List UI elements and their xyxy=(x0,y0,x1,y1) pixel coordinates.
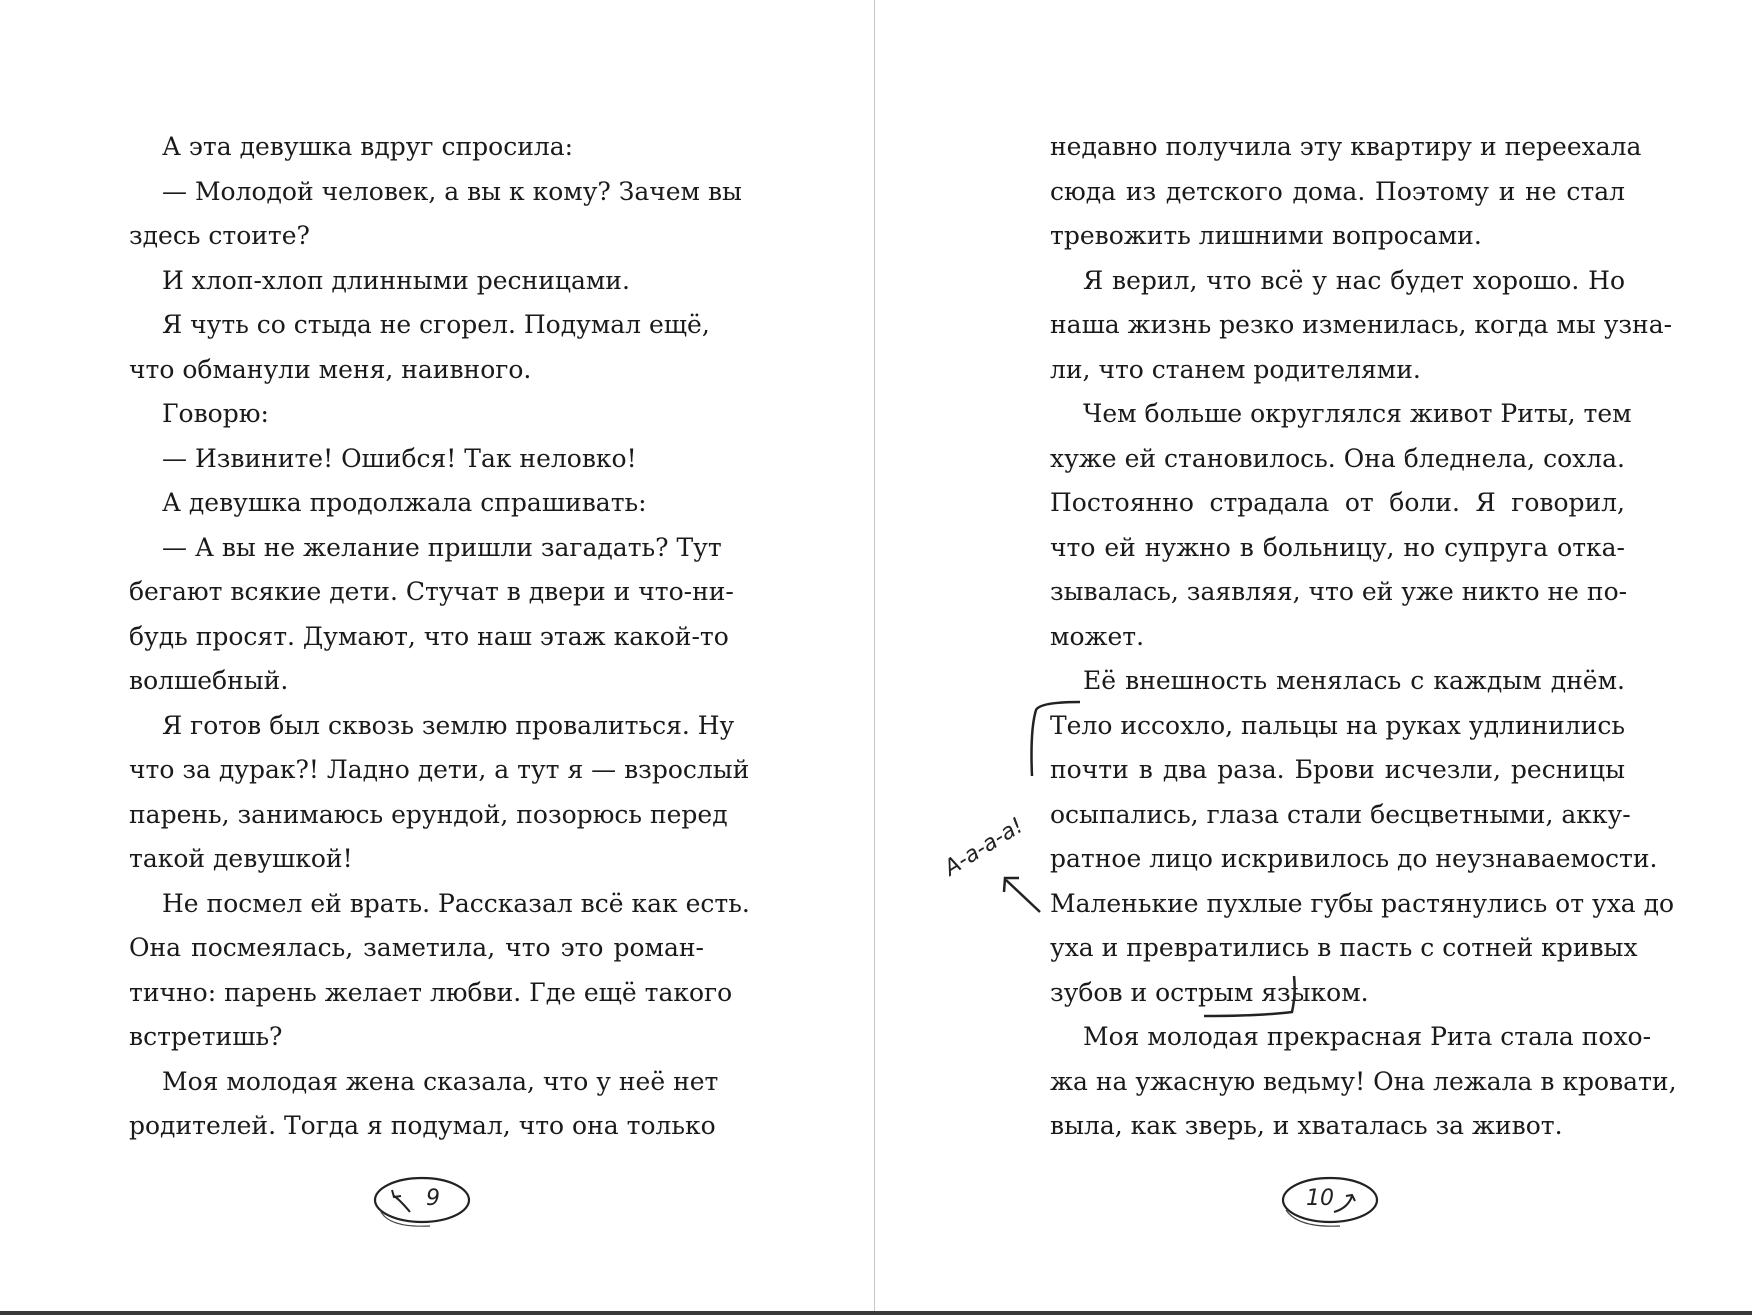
text-line: Она посмеялась, заметила, что это роман- xyxy=(129,933,704,962)
page-number-left: 9 xyxy=(426,1186,440,1211)
text-line: ли, что станем родителями. xyxy=(1050,354,1421,384)
text-line: Я чуть со стыда не сгорел. Подумал ещё, xyxy=(162,310,710,339)
text-line: будь просят. Думают, что наш этаж какой-то xyxy=(129,621,729,651)
text-line: А девушка продолжала спрашивать: xyxy=(162,488,647,517)
text-line: сюда из детского дома. Поэтому и не стал xyxy=(1050,176,1625,206)
text-line: Моя молодая прекрасная Рита стала похо- xyxy=(1083,1022,1652,1051)
left-page-text xyxy=(129,125,750,1149)
text-line: такой девушкой! xyxy=(129,844,353,873)
bracket-top-icon xyxy=(1030,700,1090,780)
text-line: Моя молодая жена сказала, что у неё нет xyxy=(162,1066,719,1096)
text-line: — Извините! Ошибся! Так неловко! xyxy=(162,443,637,473)
text-line: что обманули меня, наивного. xyxy=(129,354,532,384)
text-line: Говорю: xyxy=(162,399,269,428)
text-line: жа на ужасную ведьму! Она лежала в кровати, xyxy=(1050,1066,1677,1096)
text-line: И хлоп-хлоп длинными ресницами. xyxy=(162,265,630,295)
text-line: бегают всякие дети. Стучат в двери и что-ни- xyxy=(129,577,734,606)
text-line: что за дурак?! Ладно дети, а тут я — взрослый xyxy=(129,755,750,784)
text-line: тично: парень желает любви. Где ещё такого xyxy=(129,977,733,1007)
text-line: А эта девушка вдруг спросила: xyxy=(162,132,574,161)
text-line: недавно получила эту квартиру и переехала xyxy=(1050,132,1642,161)
hand-drawn-circle-icon xyxy=(370,1166,480,1246)
text-line: выла, как зверь, и хваталась за живот. xyxy=(1050,1111,1563,1140)
text-line: Постоянно страдала от боли. Я говорил, xyxy=(1050,488,1625,517)
page-number-right: 10 xyxy=(1306,1186,1334,1211)
text-line: Не посмел ей врать. Рассказал всё как есть. xyxy=(162,888,750,918)
text-line: наша жизнь резко изменилась, когда мы узна- xyxy=(1050,310,1673,339)
text-line: родителей. Тогда я подумал, что она только xyxy=(129,1111,716,1140)
scan-bottom-edge xyxy=(0,1311,1752,1315)
text-line: — А вы не желание пришли загадать? Тут xyxy=(162,532,722,562)
text-line: здесь стоите? xyxy=(129,221,310,250)
text-line: — Молодой человек, а вы к кому? Зачем вы xyxy=(162,176,742,206)
text-line: зывалась, заявляя, что ей уже никто не по- xyxy=(1050,577,1628,606)
text-line: осыпались, глаза стали бесцветными, акку- xyxy=(1050,799,1631,829)
page-number-badge-left xyxy=(370,1166,480,1246)
gutter-line xyxy=(874,0,875,1315)
page-number-badge-right xyxy=(1278,1166,1388,1246)
text-line: Её внешность менялась с каждым днём. xyxy=(1083,666,1625,695)
text-line: Тело иссохло, пальцы на руках удлинились xyxy=(1050,710,1625,740)
text-line: Маленькие пухлые губы растянулись от уха до xyxy=(1050,888,1675,918)
text-line: волшебный. xyxy=(129,666,289,695)
text-line: что ей нужно в больницу, но супруга отка- xyxy=(1050,532,1625,562)
text-line: тревожить лишними вопросами. xyxy=(1050,221,1482,250)
text-line: может. xyxy=(1050,621,1145,651)
margin-note: А-а-а-а! xyxy=(940,813,1028,882)
arrow-icon xyxy=(1000,872,1044,916)
text-line: встретишь? xyxy=(129,1022,283,1051)
text-line: хуже ей становилось. Она бледнела, сохла. xyxy=(1050,443,1625,473)
text-line: зубов и острым языком. xyxy=(1050,977,1369,1007)
text-line: ратное лицо искривилось до неузнаваемости. xyxy=(1050,844,1658,873)
right-page-text xyxy=(1050,125,1677,1149)
text-line: уха и превратились в пасть с сотней кривых xyxy=(1050,933,1638,962)
text-line: парень, занимаюсь ерундой, позорюсь перед xyxy=(129,799,728,829)
text-line: Чем больше округлялся живот Риты, тем xyxy=(1083,399,1632,428)
bracket-bottom-icon xyxy=(1200,972,1300,1022)
text-line: Я готов был сквозь землю провалиться. Ну xyxy=(162,710,735,740)
text-line: Я верил, что всё у нас будет хорошо. Но xyxy=(1083,265,1625,295)
text-line: почти в два раза. Брови исчезли, ресницы xyxy=(1050,755,1625,784)
